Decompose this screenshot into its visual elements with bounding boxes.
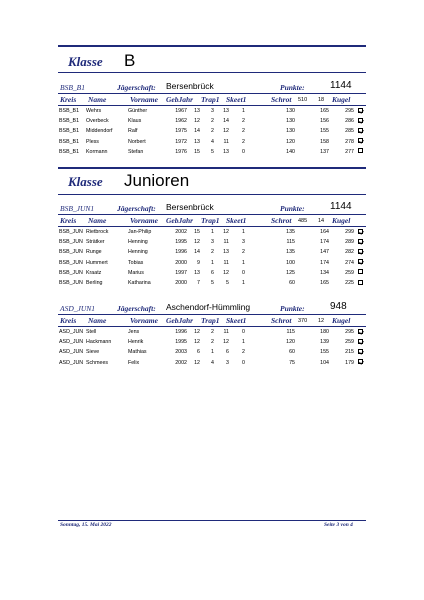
cell-gebjahr: 1976 (175, 148, 187, 155)
cell-trap1: 15 (194, 229, 200, 235)
cell-vorname: Jan-Philip (128, 229, 152, 235)
cell-gebjahr: 1995 (175, 339, 187, 346)
jaegerschaft-value: Bersenbrück (166, 81, 214, 91)
cell-schrot: 130 (286, 108, 295, 114)
team-code: BSB_B1 (60, 83, 85, 92)
cell-schrot: 75 (289, 359, 295, 366)
cell-name: Rietbrock (86, 229, 109, 235)
cell-schrot: 130 (286, 118, 295, 125)
col-kreis: Kreis (60, 95, 77, 104)
cell-schrot: 120 (286, 138, 295, 145)
cell-skeet1: 1 (211, 259, 214, 266)
punkte-value: 948 (330, 301, 347, 312)
cell-kugel: 147 (320, 249, 329, 256)
cell-gebjahr: 2000 (175, 280, 187, 286)
cell-kugel: 137 (320, 148, 329, 155)
cell-kreis: ASD_JUN (59, 329, 84, 335)
jaegerschaft-value: Bersenbrück (166, 202, 214, 212)
cell-schrot: 130 (286, 128, 295, 135)
cell-gebjahr: 1997 (175, 269, 187, 276)
cell-kreis: BSB_B1 (59, 138, 80, 145)
cell-schrot: 135 (286, 229, 295, 235)
row-checkbox[interactable] (358, 249, 363, 254)
cell-trap1b: 13 (223, 249, 229, 256)
cell-trap1b: 11 (223, 259, 229, 266)
cell-skeet1b: 2 (242, 138, 245, 145)
cell-gebjahr: 2002 (175, 359, 187, 366)
cell-total: 179 (345, 359, 354, 366)
row-checkbox[interactable] (358, 259, 363, 264)
cell-skeet1b: 1 (242, 259, 245, 266)
cell-total: 295 (345, 329, 354, 335)
section-rule (58, 167, 366, 169)
col-skeet1: Skeet1 (226, 95, 247, 104)
cell-schrot: 100 (286, 259, 295, 266)
punkte-value: 1144 (330, 201, 352, 212)
cell-skeet1: 1 (211, 229, 214, 235)
cell-gebjahr: 2000 (175, 259, 187, 266)
row-checkbox[interactable] (358, 148, 363, 153)
cell-skeet1b: 0 (242, 329, 245, 335)
cell-skeet1: 1 (211, 349, 214, 356)
cell-kreis: BSB_B1 (59, 108, 80, 114)
cell-name: Runge (86, 249, 102, 256)
klasse-value: Junioren (124, 171, 190, 190)
cell-name: Overbeck (86, 118, 109, 125)
col-trap1: Trap1 (201, 316, 220, 325)
cell-skeet1: 2 (211, 128, 214, 135)
cell-kreis: BSB_B1 (59, 118, 80, 125)
cell-kugel: 139 (320, 339, 329, 346)
cell-kreis: ASD_JUN (59, 339, 84, 346)
row-checkbox[interactable] (358, 229, 363, 234)
schrot-sum: 485 (298, 217, 308, 224)
cell-skeet1: 2 (211, 339, 214, 346)
cell-skeet1: 4 (211, 359, 214, 366)
cell-schrot: 115 (286, 239, 295, 246)
row-checkbox[interactable] (358, 138, 363, 143)
col-vorname: Vorname (130, 316, 158, 325)
jaegerschaft-value: Aschendorf-Hümmling (166, 302, 251, 312)
cell-kreis: BSB_JUN (59, 229, 83, 235)
cell-trap1: 12 (194, 359, 200, 366)
cell-trap1b: 13 (223, 108, 229, 114)
cell-vorname: Marius (128, 269, 144, 276)
cell-skeet1: 2 (211, 329, 214, 335)
row-checkbox[interactable] (358, 108, 363, 113)
cell-trap1: 7 (197, 280, 200, 286)
cell-name: Stell (86, 329, 97, 335)
cell-trap1: 12 (194, 329, 200, 335)
header-rule (58, 105, 366, 106)
cell-total: 225 (345, 280, 354, 286)
team-rule (58, 214, 366, 215)
footer-page: Seite 3 von 4 (324, 522, 353, 528)
cell-trap1: 15 (194, 148, 200, 155)
cell-name: Hackmann (86, 339, 112, 346)
kugel-count: 18 (318, 96, 325, 103)
cell-total: 299 (345, 229, 354, 235)
footer-date: Sonntag, 15. Mai 2022 (60, 522, 112, 528)
cell-vorname: Jens (128, 329, 140, 335)
section-rule-bottom (58, 194, 366, 195)
cell-trap1b: 14 (223, 118, 229, 125)
team-rule (58, 93, 366, 94)
col-name: Name (88, 95, 107, 104)
col-kugel: Kugel (332, 216, 351, 225)
punkte-label: Punkte: (280, 83, 305, 92)
cell-skeet1b: 0 (242, 269, 245, 276)
cell-vorname: Klaus (128, 118, 142, 125)
cell-gebjahr: 1972 (175, 138, 187, 145)
col-gebjahr: GebJahr (166, 216, 194, 225)
jaegerschaft-label: Jägerschaft: (117, 304, 156, 313)
header-rule (58, 326, 366, 327)
cell-name: Pless (86, 138, 99, 145)
cell-kugel: 155 (320, 349, 329, 356)
col-skeet1: Skeet1 (226, 316, 247, 325)
cell-vorname: Günther (128, 108, 148, 114)
cell-skeet1: 3 (211, 108, 214, 114)
cell-kreis: BSB_B1 (59, 128, 80, 135)
cell-skeet1b: 3 (242, 239, 245, 246)
cell-vorname: Henning (128, 249, 148, 256)
cell-name: Hummert (86, 259, 108, 266)
cell-vorname: Katharina (128, 280, 151, 286)
cell-vorname: Mathias (128, 349, 147, 356)
klasse-label: Klasse (68, 54, 103, 69)
row-checkbox[interactable] (358, 329, 363, 334)
punkte-label: Punkte: (280, 204, 305, 213)
cell-schrot: 135 (286, 249, 295, 256)
cell-kugel: 155 (320, 128, 329, 135)
cell-kreis: BSB_JUN (59, 280, 83, 286)
cell-trap1b: 11 (223, 329, 229, 335)
cell-kugel: 104 (320, 359, 329, 366)
cell-gebjahr: 1996 (175, 329, 187, 335)
cell-name: Middendorf (86, 128, 113, 135)
cell-skeet1: 5 (211, 280, 214, 286)
cell-total: 259 (345, 269, 354, 276)
cell-total: 289 (345, 239, 354, 246)
cell-schrot: 60 (289, 280, 295, 286)
cell-name: Strätker (86, 239, 105, 246)
cell-total: 286 (345, 118, 354, 125)
cell-schrot: 60 (289, 349, 295, 356)
cell-trap1b: 12 (223, 339, 229, 346)
cell-gebjahr: 1962 (175, 118, 187, 125)
col-vorname: Vorname (130, 95, 158, 104)
col-gebjahr: GebJahr (166, 316, 194, 325)
cell-skeet1b: 1 (242, 108, 245, 114)
cell-kugel: 180 (320, 329, 329, 335)
cell-name: Schmees (86, 359, 109, 366)
cell-trap1: 14 (194, 249, 200, 256)
cell-kugel: 165 (320, 280, 329, 286)
cell-total: 278 (345, 138, 354, 145)
cell-gebjahr: 2003 (175, 349, 187, 356)
cell-trap1: 13 (194, 138, 200, 145)
klasse-value: B (124, 51, 136, 70)
cell-vorname: Henrik (128, 339, 144, 346)
cell-trap1b: 12 (223, 128, 229, 135)
cell-trap1b: 12 (223, 229, 229, 235)
row-checkbox[interactable] (358, 239, 363, 244)
cell-trap1b: 5 (226, 280, 229, 286)
cell-trap1: 13 (194, 108, 200, 114)
row-checkbox[interactable] (358, 280, 363, 285)
cell-kugel: 164 (320, 229, 329, 235)
col-kreis: Kreis (60, 316, 77, 325)
cell-total: 282 (345, 249, 354, 256)
cell-kugel: 156 (320, 118, 329, 125)
cell-trap1: 12 (194, 239, 200, 246)
col-skeet1: Skeet1 (226, 216, 247, 225)
cell-vorname: Felix (128, 359, 140, 366)
cell-vorname: Ralf (128, 128, 138, 135)
cell-total: 285 (345, 128, 354, 135)
cell-skeet1b: 0 (242, 148, 245, 155)
cell-name: Kormann (86, 148, 108, 155)
cell-kreis: ASD_JUN (59, 349, 84, 356)
cell-trap1b: 6 (226, 349, 229, 356)
cell-kugel: 165 (320, 108, 329, 114)
row-checkbox[interactable] (358, 269, 363, 274)
cell-kreis: BSB_JUN (59, 259, 83, 266)
col-name: Name (88, 316, 107, 325)
cell-kreis: BSB_B1 (59, 148, 80, 155)
col-schrot: Schrot (271, 216, 292, 225)
row-checkbox[interactable] (358, 118, 363, 123)
cell-skeet1: 3 (211, 239, 214, 246)
cell-total: 277 (345, 148, 354, 155)
cell-skeet1b: 2 (242, 349, 245, 356)
cell-gebjahr: 1975 (175, 128, 187, 135)
col-kugel: Kugel (332, 95, 351, 104)
cell-schrot: 115 (286, 329, 295, 335)
row-checkbox[interactable] (358, 128, 363, 133)
cell-skeet1: 5 (211, 148, 214, 155)
cell-schrot: 125 (286, 269, 295, 276)
cell-trap1b: 11 (223, 138, 229, 145)
team-rule (58, 314, 366, 315)
section-rule-bottom (58, 72, 366, 73)
cell-vorname: Henning (128, 239, 148, 246)
punkte-label: Punkte: (280, 304, 305, 313)
cell-skeet1b: 2 (242, 249, 245, 256)
col-trap1: Trap1 (201, 95, 220, 104)
cell-skeet1: 2 (211, 118, 214, 125)
col-trap1: Trap1 (201, 216, 220, 225)
col-schrot: Schrot (271, 316, 292, 325)
cell-gebjahr: 1996 (175, 249, 187, 256)
cell-kreis: BSB_JUN (59, 269, 83, 276)
cell-kugel: 158 (320, 138, 329, 145)
cell-vorname: Stefan (128, 148, 144, 155)
cell-name: Wehrs (86, 108, 102, 114)
cell-schrot: 120 (286, 339, 295, 346)
cell-trap1b: 3 (226, 359, 229, 366)
cell-skeet1b: 1 (242, 229, 245, 235)
footer-rule (58, 520, 366, 521)
kugel-count: 12 (318, 317, 325, 324)
header-rule (58, 226, 366, 227)
cell-skeet1b: 1 (242, 280, 245, 286)
cell-trap1b: 12 (223, 269, 229, 276)
cell-skeet1: 2 (211, 249, 214, 256)
klasse-label: Klasse (68, 174, 103, 189)
row-checkbox[interactable] (358, 349, 363, 354)
col-kreis: Kreis (60, 216, 77, 225)
cell-gebjahr: 1995 (175, 239, 187, 246)
section-rule (58, 45, 366, 47)
cell-kreis: ASD_JUN (59, 359, 84, 366)
row-checkbox[interactable] (358, 339, 363, 344)
jaegerschaft-label: Jägerschaft: (117, 204, 156, 213)
cell-total: 215 (345, 349, 354, 356)
cell-schrot: 140 (286, 148, 295, 155)
cell-trap1: 14 (194, 128, 200, 135)
schrot-sum: 510 (298, 96, 308, 103)
cell-trap1: 13 (194, 269, 200, 276)
cell-name: Sieve (86, 349, 100, 356)
cell-name: Berling (86, 280, 103, 286)
col-vorname: Vorname (130, 216, 158, 225)
cell-name: Kraatz (86, 269, 102, 276)
col-kugel: Kugel (332, 316, 351, 325)
cell-trap1: 12 (194, 339, 200, 346)
cell-kreis: BSB_JUN (59, 239, 83, 246)
team-code: ASD_JUN1 (60, 304, 95, 313)
cell-vorname: Tobias (128, 259, 144, 266)
col-schrot: Schrot (271, 95, 292, 104)
cell-total: 259 (345, 339, 354, 346)
team-code: BSB_JUN1 (60, 204, 95, 213)
cell-skeet1b: 2 (242, 128, 245, 135)
cell-skeet1: 6 (211, 269, 214, 276)
cell-gebjahr: 2002 (175, 229, 187, 235)
cell-total: 295 (345, 108, 354, 114)
schrot-sum: 370 (298, 317, 308, 324)
cell-trap1b: 11 (223, 239, 229, 246)
kugel-count: 14 (318, 217, 325, 224)
cell-vorname: Norbert (128, 138, 146, 145)
cell-kreis: BSB_JUN (59, 249, 83, 256)
cell-kugel: 174 (320, 259, 329, 266)
cell-skeet1b: 2 (242, 118, 245, 125)
cell-skeet1b: 1 (242, 339, 245, 346)
cell-trap1: 12 (194, 118, 200, 125)
row-checkbox[interactable] (358, 359, 363, 364)
cell-gebjahr: 1967 (175, 108, 187, 114)
cell-kugel: 134 (320, 269, 329, 276)
col-gebjahr: GebJahr (166, 95, 194, 104)
col-name: Name (88, 216, 107, 225)
jaegerschaft-label: Jägerschaft: (117, 83, 156, 92)
cell-kugel: 174 (320, 239, 329, 246)
punkte-value: 1144 (330, 80, 352, 91)
cell-total: 274 (345, 259, 354, 266)
cell-trap1: 9 (197, 259, 200, 266)
cell-skeet1: 4 (211, 138, 214, 145)
cell-trap1: 6 (197, 349, 200, 356)
cell-trap1b: 13 (223, 148, 229, 155)
cell-skeet1b: 0 (242, 359, 245, 366)
